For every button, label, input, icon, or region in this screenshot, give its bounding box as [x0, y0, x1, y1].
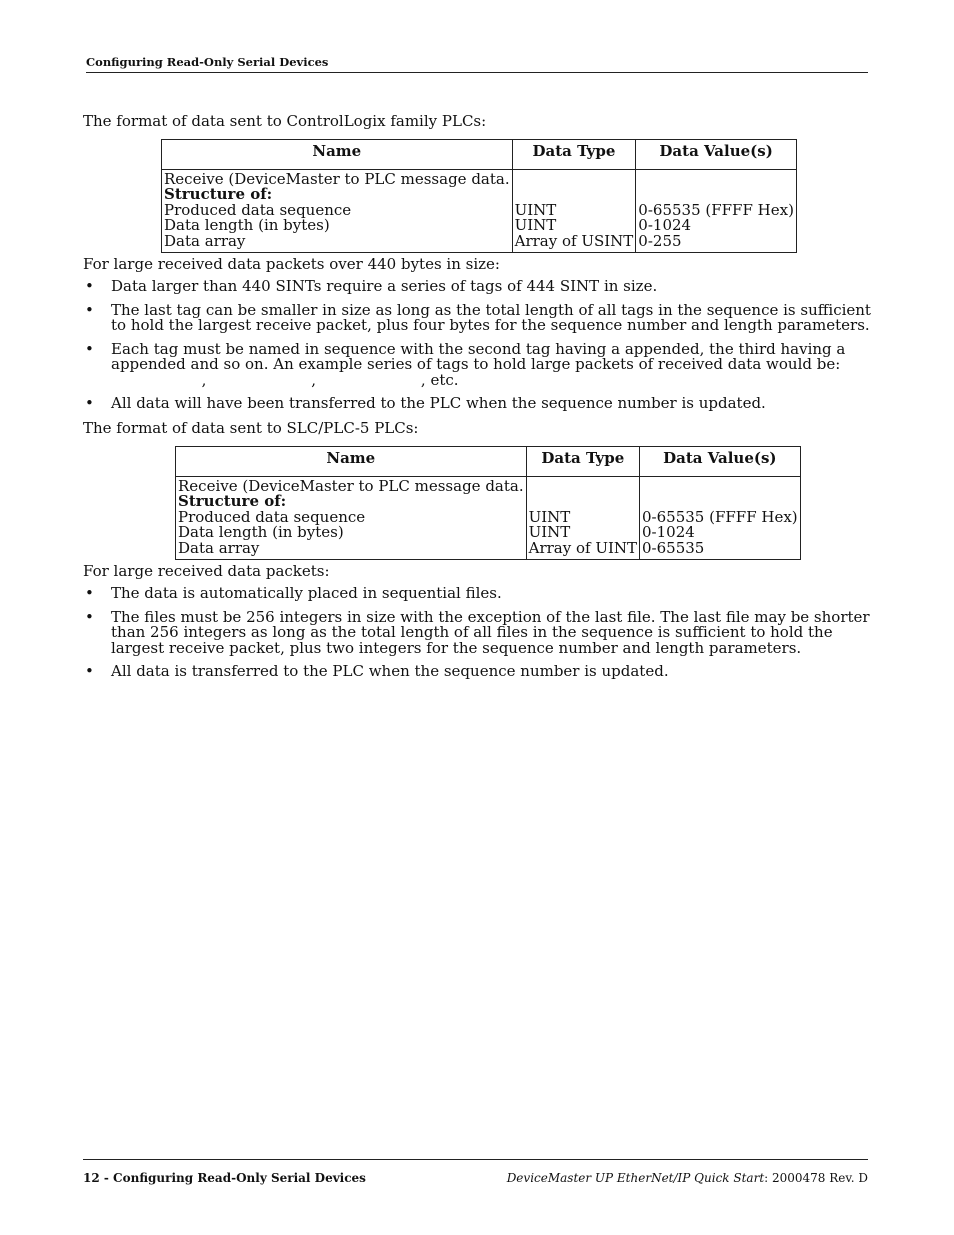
value-line: 0-65535 (FFFF Hex) — [638, 200, 794, 219]
large-packets-intro-1: For large received data packets over 440 bytes in size: — [83, 255, 500, 273]
name-line: Data length (in bytes) — [164, 216, 330, 234]
name-line: Data array — [178, 538, 260, 557]
column-header-data-type: Data Type — [526, 447, 639, 477]
footer-page-label: 12 - Configuring Read-Only Serial Devices — [83, 1171, 366, 1185]
bullet-list-2 — [83, 586, 873, 680]
name-line: Receive (DeviceMaster to PLC message data. — [164, 169, 510, 188]
footer-doc-name: DeviceMaster UP EtherNet/IP Quick Start — [506, 1171, 765, 1185]
type-line: Array of UINT — [528, 538, 638, 557]
slc-format-table — [175, 446, 801, 560]
footer-doc-title — [507, 1171, 868, 1185]
table-header-row — [162, 140, 797, 170]
name-cell — [176, 476, 527, 560]
name-line-structure: Structure of: — [178, 492, 287, 510]
intro-slc: The format of data sent to SLC/PLC-5 PLCs: — [83, 419, 419, 437]
value-line: 0-65535 — [642, 538, 705, 557]
name-line: Produced data sequence — [178, 507, 366, 526]
value-cell — [636, 169, 797, 253]
large-packets-intro-2: For large received data packets: — [83, 562, 330, 580]
value-line: 0-255 — [638, 231, 682, 250]
name-cell — [162, 169, 513, 253]
type-line: UINT — [514, 216, 557, 234]
value-line: 0-1024 — [638, 216, 692, 234]
type-line: UINT — [514, 200, 557, 219]
example-tag-series: , , , etc. — [111, 370, 459, 389]
list-item: • The files must be 256 integers in size with the exception of the last file. The last file may be shorter than 256 integers as long as the total length of all files in the sequence is sufficient to hold the largest receive packet, plus two integers for the sequence number and length parameters. — [83, 610, 873, 657]
name-line: Data length (in bytes) — [178, 523, 344, 541]
list-item — [83, 339, 873, 389]
table-row — [176, 476, 801, 560]
list-item: • The data is automatically placed in sequential files. — [83, 586, 873, 602]
table-row — [162, 169, 797, 253]
value-line: 0-65535 (FFFF Hex) — [642, 507, 798, 526]
bullet-list-1 — [83, 279, 873, 412]
column-header-name: Name — [176, 447, 527, 477]
value-cell — [640, 476, 801, 560]
column-header-data-type: Data Type — [512, 140, 636, 170]
controllogix-format-table — [161, 139, 797, 253]
name-line-structure: Structure of: — [164, 185, 273, 203]
table-header-row — [176, 447, 801, 477]
name-line: Produced data sequence — [164, 200, 352, 219]
column-header-data-values: Data Value(s) — [636, 140, 797, 170]
list-item: • All data will have been transferred to the PLC when the sequence number is updated. — [83, 396, 873, 412]
name-line: Receive (DeviceMaster to PLC message data. — [178, 476, 524, 495]
column-header-data-values: Data Value(s) — [640, 447, 801, 477]
page-header: Configuring Read-Only Serial Devices — [86, 55, 868, 73]
type-line: UINT — [528, 523, 571, 541]
list-item-text: Each tag must be named in sequence with the second tag having a appended, the third having a appended and so on. An example series of tags to hold large packets of received data would be: — [111, 339, 846, 373]
list-item: • All data is transferred to the PLC when the sequence number is updated. — [83, 664, 873, 680]
value-line: 0-1024 — [642, 523, 695, 541]
footer-doc-number: : 2000478 Rev. D — [764, 1171, 868, 1185]
column-header-name: Name — [162, 140, 513, 170]
type-cell — [512, 169, 636, 253]
type-cell — [526, 476, 639, 560]
footer-divider — [83, 1159, 868, 1160]
list-item: • The last tag can be smaller in size as long as the total length of all tags in the sequence is sufficient to hold the largest receive packet, plus four bytes for the sequence number and length parameters. — [83, 303, 873, 334]
intro-controllogix: The format of data sent to ControlLogix family PLCs: — [83, 112, 487, 130]
type-line: UINT — [528, 507, 571, 526]
type-line: Array of USINT — [514, 231, 634, 250]
list-item: • Data larger than 440 SINTs require a series of tags of 444 SINT in size. — [83, 279, 873, 295]
name-line: Data array — [164, 231, 246, 250]
